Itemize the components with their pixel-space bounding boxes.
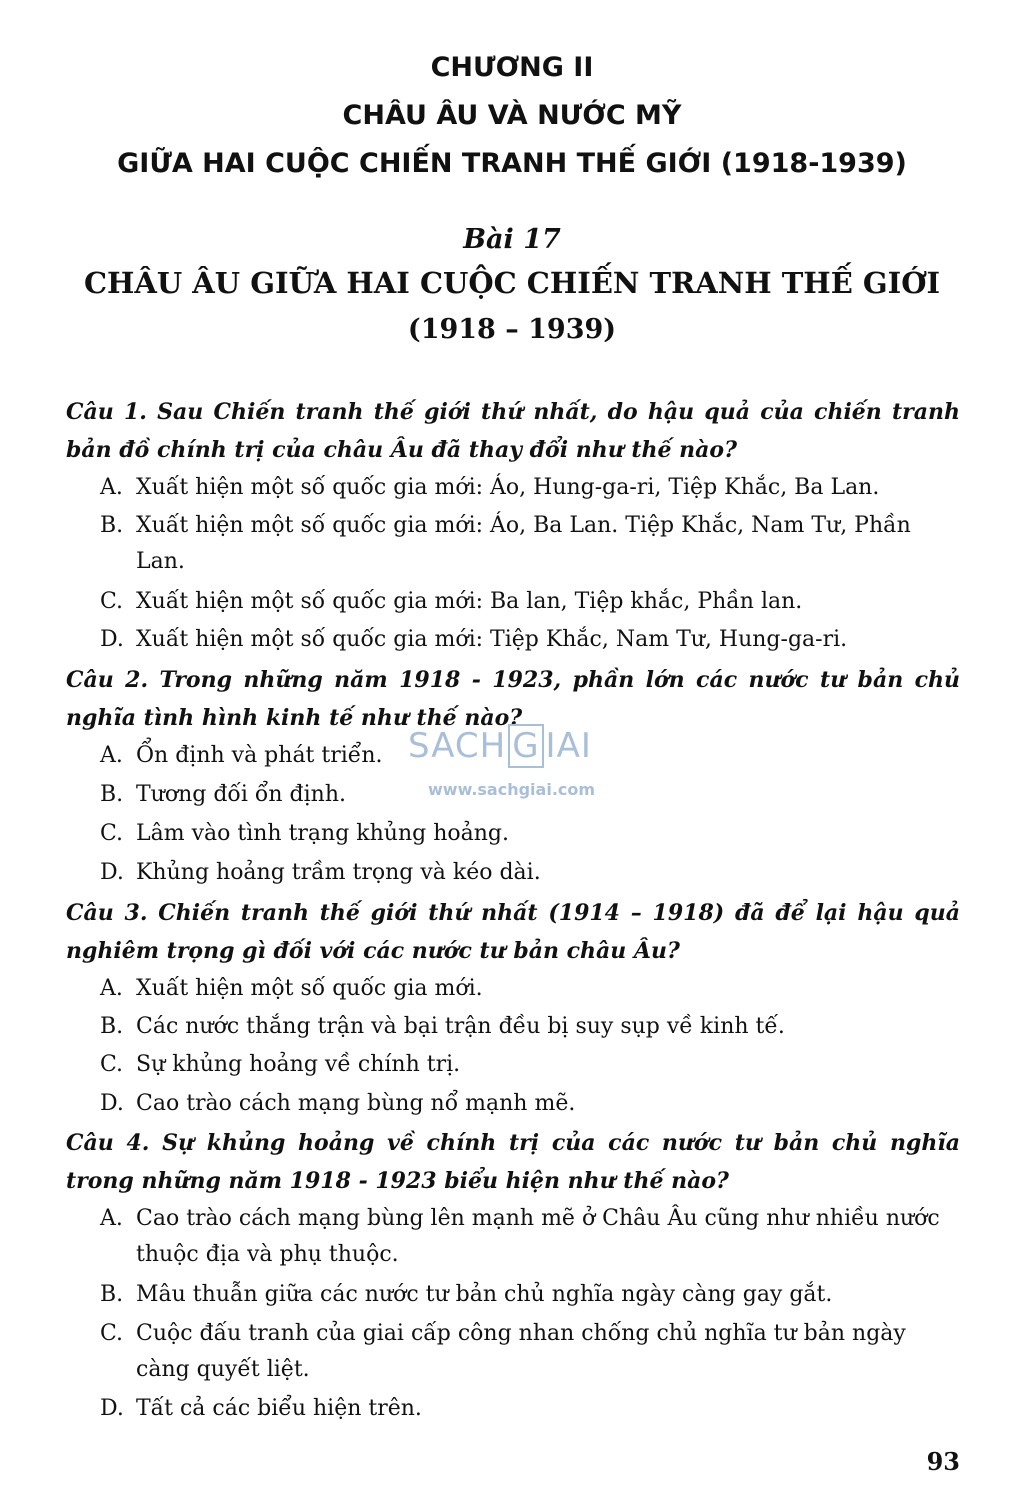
question-2: Câu 2. Trong những năm 1918 - 1923, phần lớn các nước tư bản chủ nghĩa tình hình kinh tế như thế nào? (66, 667, 960, 731)
watermark-url: www.sachgiai.com (428, 780, 596, 799)
watermark-logo: SACH G IAI (408, 726, 592, 766)
question-1-option-b: B. Xuất hiện một số quốc gia mới: Áo, Ba Lan. Tiệp Khắc, Nam Tư, Phần Lan. (100, 513, 911, 574)
question-2-option-c: C. Lâm vào tình trạng khủng hoảng. (100, 821, 509, 846)
question-3: Câu 3. Chiến tranh thế giới thứ nhất (1914 – 1918) đã để lại hậu quả nghiêm trọng gì đối với các nước tư bản châu Âu? (66, 900, 960, 964)
question-3-option-b: B. Các nước thắng trận và bại trận đều bị suy sụp về kinh tế. (100, 1014, 785, 1039)
chapter-title-line-2: GIỮA HAI CUỘC CHIẾN TRANH THẾ GIỚI (1918-1939) (117, 148, 907, 179)
question-4-option-d: D. Tất cả các biểu hiện trên. (100, 1396, 422, 1421)
question-2-option-d: D. Khủng hoảng trầm trọng và kéo dài. (100, 860, 541, 885)
lesson-title-line-1: CHÂU ÂU GIỮA HAI CUỘC CHIẾN TRANH THẾ GIỚI (83, 266, 941, 300)
question-3-option-c: C. Sự khủng hoảng về chính trị. (100, 1052, 461, 1077)
question-3-option-d: D. Cao trào cách mạng bùng nổ mạnh mẽ. (100, 1091, 576, 1116)
question-1-option-d: D. Xuất hiện một số quốc gia mới: Tiệp Khắc, Nam Tư, Hung-ga-ri. (100, 627, 848, 652)
question-1-option-c: C. Xuất hiện một số quốc gia mới: Ba lan, Tiệp khắc, Phần lan. (100, 589, 803, 614)
page-number: 93 (926, 1447, 960, 1476)
question-3-option-a: A. Xuất hiện một số quốc gia mới. (100, 976, 483, 1001)
question-1-option-a: A. Xuất hiện một số quốc gia mới: Áo, Hung-ga-ri, Tiệp Khắc, Ba Lan. (100, 475, 880, 500)
question-4-option-c: C. Cuộc đấu tranh của giai cấp công nhan chống chủ nghĩa tư bản ngày càng quyết liệt. (100, 1321, 906, 1382)
chapter-label: CHƯƠNG II (430, 52, 594, 83)
question-4-option-b: B. Mâu thuẫn giữa các nước tư bản chủ nghĩa ngày càng gay gắt. (100, 1282, 833, 1307)
question-4-option-a: A. Cao trào cách mạng bùng lên mạnh mẽ ở Châu Âu cũng như nhiều nước thuộc địa và phụ thuộc. (100, 1206, 940, 1267)
chapter-title-line-1: CHÂU ÂU VÀ NƯỚC MỸ (342, 100, 682, 131)
watermark (408, 718, 628, 808)
question-4: Câu 4. Sự khủng hoảng về chính trị của các nước tư bản chủ nghĩa trong những năm 1918 - 1923 biểu hiện như thế nào? (66, 1130, 960, 1194)
lesson-title-line-2: (1918 – 1939) (407, 314, 617, 345)
question-2-option-a: A. Ổn định và phát triển. (100, 743, 383, 768)
lesson-label: Bài 17 (463, 224, 561, 255)
question-1: Câu 1. Sau Chiến tranh thế giới thứ nhất, do hậu quả của chiến tranh bản đồ chính trị của châu Âu đã thay đổi như thế nào? (66, 399, 960, 463)
question-2-option-b: B. Tương đối ổn định. (100, 782, 346, 807)
